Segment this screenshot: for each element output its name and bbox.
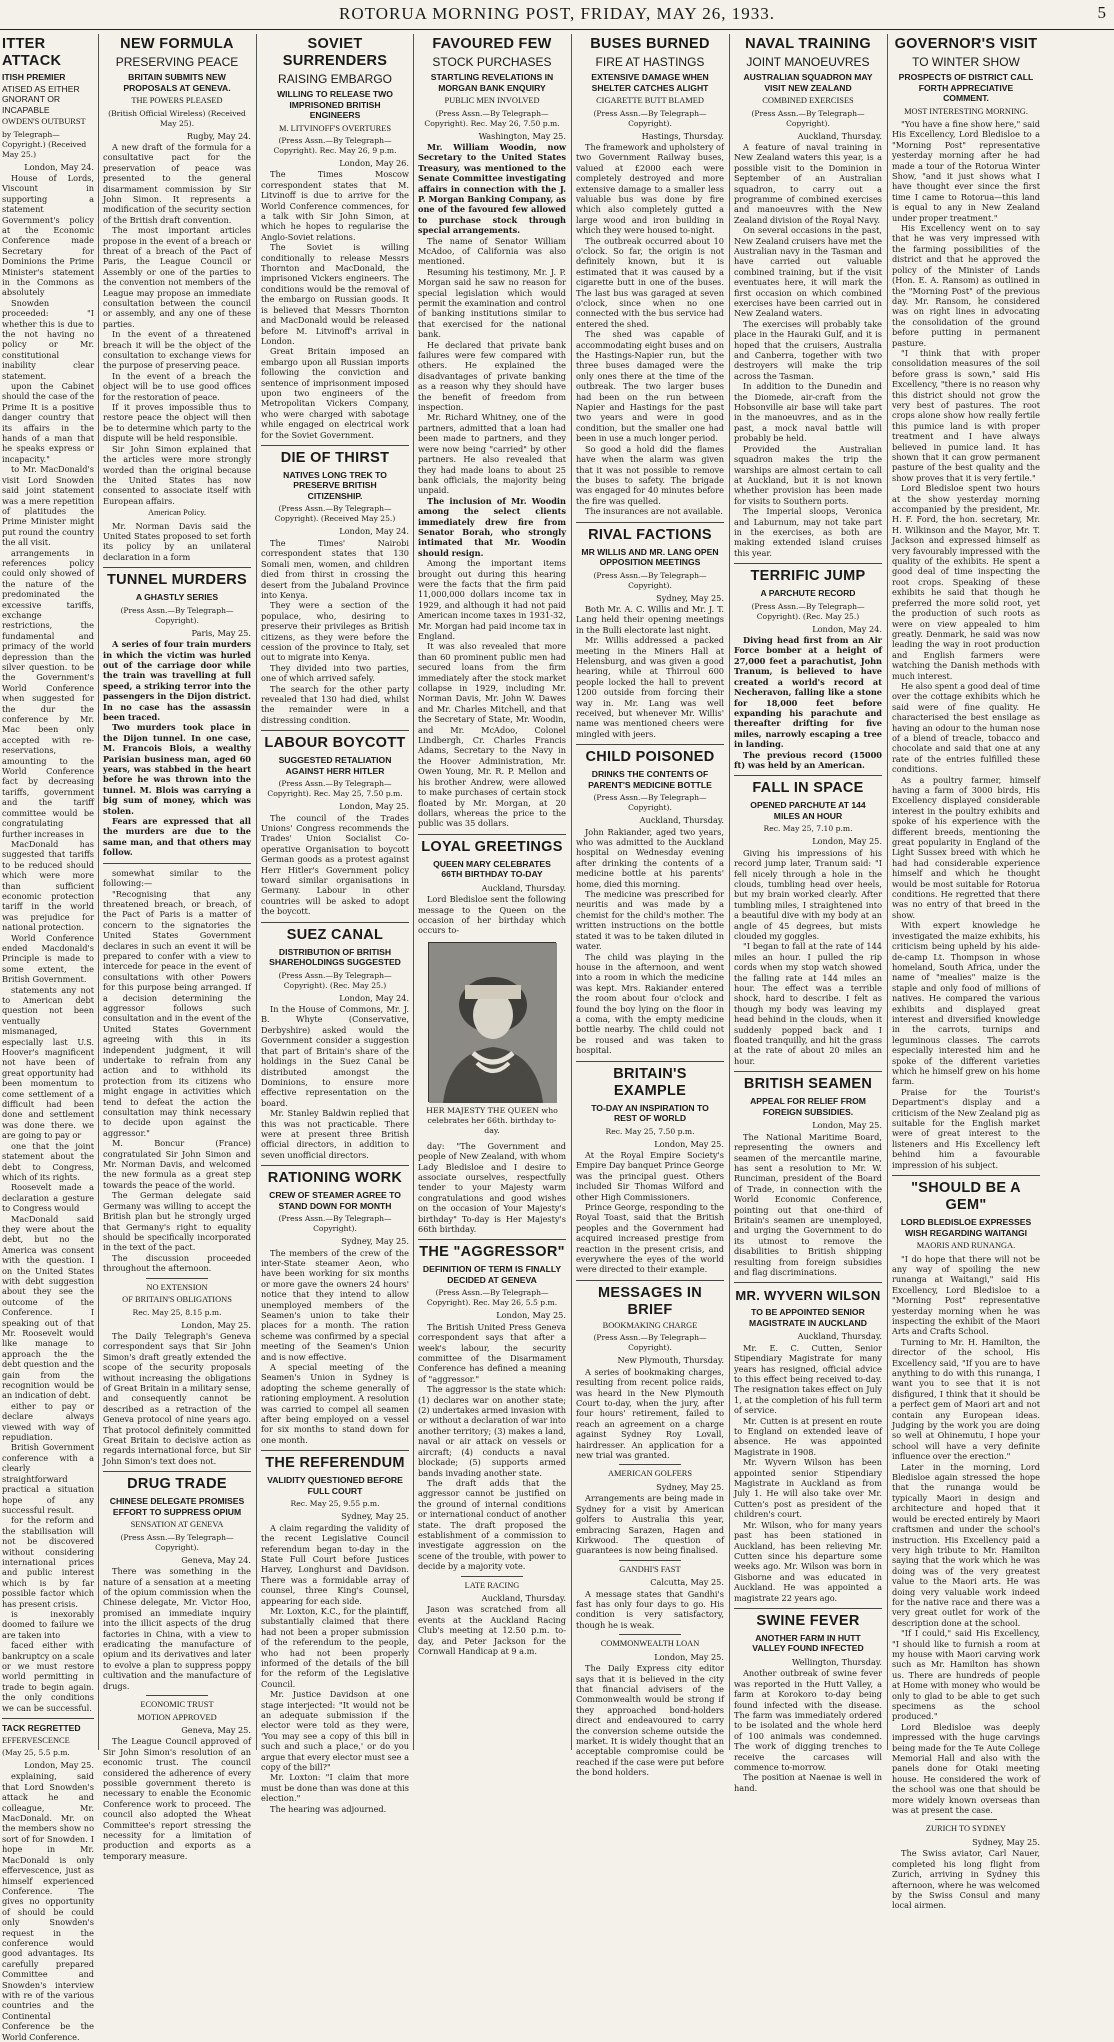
dateline: London, May 24. — [339, 992, 409, 1003]
column-3 — [261, 36, 409, 1814]
article-paragraph: The discussion proceeded throughout the afternoon. — [103, 1252, 251, 1274]
portrait-illustration — [429, 943, 557, 1103]
headline-deck: RAISING EMBARGO — [277, 72, 393, 86]
divider — [619, 1560, 681, 1561]
article-paragraph: to Mr. MacDonald's visit Lord Snowden said joint statement was a mere repetition of platitudes the Prime Minister might put round the country the all visit. — [2, 464, 94, 548]
article-paragraph: Arrangements are being made in Sydney for a visit by American golfers to Australia this year, embracing Sarazen, Hagen and Kirkwood. The question of guarantees is now being finalised. — [576, 1493, 724, 1556]
section-divider — [734, 1608, 882, 1609]
article-paragraph: Mr. Willis addressed a packed meeting in the Miners Hall at Helensburg, and was given a good hearing, while at Thirroul 600 people locked the hall to prevent 1200 outside from forcing their way in. Mr. Lang was well received, but whenever Mr. Willis' name was mentioned cheers were mingled with jeers. — [576, 635, 724, 739]
article-paragraph: The shed was capable of accommodating eight buses and on the Hastings-Napier run, but the three buses damaged were the only ones there at the time of the outbreak. The two larger buses had been on the run between Napier and Hastings for the past two years and were in good condition, but the smaller one had been in use a much longer period. — [576, 329, 724, 444]
article-paragraph: Prince George, responding to the Royal Toast, said that the British peoples and the Government had acquired increased prestige from reaction in the present crisis, and everywhere the eyes of the world were directed to their example. — [576, 1202, 724, 1275]
article-paragraph: MacDonald said they were about the debt, but no the America was consent with the question. I on the United States with debt suggestion about they see the outcome of the Conference. I speaking out of that Mr. Roosevelt would like manage to approach the the debt question and the gain from the recognition would be an indication of debt. — [2, 1213, 94, 1401]
byline: Rec. May 25, 8.15 p.m. — [132, 1307, 222, 1317]
dateline: Wellington, Thursday. — [791, 1656, 882, 1667]
article-paragraph: In the event of a threatened breach it will be the object of the consultation to exchange views for the purpose of preserving peace. — [103, 329, 251, 371]
dateline: London, May 26. — [339, 158, 409, 168]
article-paragraph: A special meeting of the Seamen's Union in Sydney is adopting the scheme generally of rationing employment. A resolution was carried to compel all seamen after being employed on a vessel for six months to stand down for one month. — [261, 1362, 409, 1445]
byline: (May 25, 5.5 p.m. — [2, 1748, 70, 1758]
headline: THE REFERENDUM — [265, 1455, 405, 1472]
article-paragraph: The aggressor is the state which: (1) declares war on another state; (2) undertakes armed invasion with or without a declaration of war into another territory; (3) makes a land, naval or air attack on vessels or aircraft; (4) conducts a naval blockade; (5) supports armed bands invading another state. — [418, 1384, 566, 1478]
article-paragraph: A series of four train murders in which the victim was hurled out of the carriage door while the train was travelling at full speed, a striking terror into the passengers in the Dijon district. In no case has the assassin been traced. — [103, 639, 251, 722]
article-paragraph: upon the Cabinet should the case of the Prime It is a positive danger country that its affairs in the hands of a man that he speaks express or incapacity." — [2, 381, 94, 464]
dateline: Geneva, May 25. — [181, 1725, 251, 1735]
article-paragraph: Two murders took place in the Dijon tunnel. In one case, M. Francois Blois, a wealthy Parisian business man, aged 60 years, was stabbed in the heart before he was thrown into the tunnel. M. Blois was carrying a big sum of money, which was stolen. — [103, 722, 251, 816]
dateline: London, May 25. — [24, 1760, 94, 1771]
dateline: Auckland, Thursday. — [481, 1593, 566, 1604]
article-paragraph: If it proves impossible thus to restore peace the object will then be to determine which party to the dispute will be held responsible. — [103, 402, 251, 444]
article-paragraph: Sir John Simon explained that the articles were more strongly worded than the original because the United States has now consented to associate itself with European affairs. — [103, 443, 251, 506]
article-paragraph: The exercises will probably take place in the Hauraki Gulf, and it is hoped that the cruisers, Australia and Canberra, together with two destroyers will make the trip across the Tasman. — [734, 318, 882, 381]
column-rule — [413, 34, 414, 1750]
subheading: M. LITVINOFF'S OVERTURES — [279, 123, 391, 133]
divider — [619, 1634, 681, 1635]
headline-deck: ITISH PREMIER — [2, 72, 66, 82]
section-divider — [576, 522, 724, 523]
dateline: London, May 24. — [812, 623, 882, 634]
byline: (Press Assn.—By Telegraph—Copyright). Rec. May 26, 5.5 p.m. — [426, 1288, 558, 1308]
article-paragraph: A new draft of the formula for a consultative pact for the preservation of peace was presented to the general disarmament commission by Sir John Simon. It represents a modification of the security section of the British draft convention. — [103, 141, 251, 225]
article-paragraph: The Swiss aviator, Carl Nauer, completed his long flight from Zurich, arriving in Sydney this afternoon, where he was welcomed by the Swiss Consul and many local airmen. — [892, 1848, 1040, 1911]
article-paragraph: A series of bookmaking charges, resulting from recent police raids, was heard in the New Plymouth Court to-day, when the jury, after four hours' retirement, failed to reach an agreement on a charge against Sydney Roy Lovall, hairdresser. An application for a new trial was granted. — [576, 1366, 724, 1460]
article-paragraph: Jason was scratched from all events at the Auckland Racing Club's meeting at 12.50 p.m. to-day, and Peter Jackson for the Cornwall Handicap at 9 a.m. — [418, 1604, 566, 1657]
article-paragraph: The search for the other party revealed that 130 had died, whilst the remainder were in a distressing condition. — [261, 683, 409, 725]
dateline: Auckland, Thursday. — [639, 815, 724, 826]
column-7 — [892, 36, 1040, 1911]
headline-summary: LORD BLEDISLOE EXPRESSES WISH REGARDING WAITANGI — [900, 1217, 1032, 1238]
dateline: New Plymouth, Thursday. — [617, 1355, 724, 1366]
article-paragraph: With expert knowledge he investigated the maize exhibits, his criticism being upheld by his aide-de-camp Lt. Thompson in whose homeland, South Africa, under the name of "mealies" maize is the staple and only food of millions of natives. He compared the various exhibits and displayed great interest and diversified knowledge in the carrots, turnips and leguminous classes. The carrots especially interested him and he spoke of the different varieties which he himself grew on his home farm. — [892, 920, 1040, 1087]
headline-summary: A GHASTLY SERIES — [135, 592, 219, 603]
headline: FAVOURED FEW — [432, 36, 552, 52]
byline: (British Official Wireless) (Received May 25). — [108, 108, 246, 128]
byline: (Press Assn.—By Telegraph—Copyright). Rec. May 26, 9 p.m. — [273, 136, 397, 155]
dateline: London, May 25. — [181, 1319, 251, 1330]
article-paragraph: World Conference ended Macdonald's Principle is made to some extent, the British Government. — [2, 932, 94, 985]
section-divider — [261, 1450, 409, 1451]
article-paragraph: The council of the Trades Unions' Congress recommends the Trades' Union Socialist Co-operative Organisation to boycott German goods as a protest against Herr Hitler's Government policy toward similar organisations in Germany. Labour in other countries will be asked to adopt the boycott. — [261, 812, 409, 917]
headline-summary: VALIDITY QUESTIONED BEFORE FULL COURT — [267, 1475, 403, 1496]
headline: TUNNEL MURDERS — [106, 572, 248, 589]
headline: LABOUR BOYCOTT — [264, 735, 406, 752]
dateline: Sydney, May 25. — [341, 1236, 409, 1247]
headline: DIE OF THIRST — [280, 449, 390, 466]
byline: (Press Assn.—By Telegraph—Copyright). — [120, 1532, 234, 1552]
headline: FALL IN SPACE — [752, 780, 864, 797]
article-paragraph: As a poultry farmer, himself having a farm of 3000 birds, His Excellency displayed considerable interest in the poultry exhibits and spoke of his experience with the different breeds, mentioning the great popularity in England of the Light Sussex breed with which he had had considerable experience himself and which he thought would be most suitable for Rotorua conditions. He regretted that there was no entry of that breed in the show. — [892, 774, 1040, 920]
article-paragraph: Mr. Richard Whitney, one of the partners, admitted that a loan had been made to partners, and they were now being "carried" by other partners. He also revealed that they had made loans to about 25 bank officials, the majority being unpaid. — [418, 412, 566, 496]
divider — [146, 1695, 208, 1696]
dateline: Calcutta, May 25. — [650, 1577, 724, 1588]
article-paragraph: The Times' Nairobi correspondent states that 130 Somali men, women, and children died from thirst in crossing the desert from the Jubaland Province into Kenya. — [261, 537, 409, 600]
section-subhead: ECONOMIC TRUST — [140, 1700, 214, 1709]
article-paragraph: His Excellency went on to say that he was very impressed with the farming possibilities of the district and that he approved the policy of the Minister of Lands (Hon. E. A. Ransom) as outlined in the "Morning Post" of the previous day. Mr. Ransom, he considered was on right lines in advocating the consolidation of the ground before putting in permanent pasture. — [892, 223, 1040, 348]
article-paragraph: A claim regarding the validity of the recent Legislative Council referendum began to-day in the State Full Court before Justices Harvey, Longhurst and Davidson. There was a formidable array of counsel, three King's Counsel, appearing for each side. — [261, 1522, 409, 1606]
queen-portrait-photo — [428, 942, 556, 1102]
headline-summary: BRITAIN SUBMITS NEW PROPOSALS AT GENEVA. — [123, 72, 231, 93]
dateline: Sydney, May 25. — [656, 1481, 724, 1492]
article-paragraph: Praise for the Tourist's Department's display and a criticism of the New Zealand pig as suitable for the English market were of great interest to the listeners and His Excellency left behind him a favourable impression of his subject. — [892, 1086, 1040, 1170]
headline: MESSAGES IN BRIEF — [597, 1284, 702, 1318]
article-paragraph: The child was playing in the house in the afternoon, and went into a room in which the medicine was kept. Mrs. Rakiander entered the room about four o'clock and found the boy lying on the floor in a coma, with the empty medicine bottle nearby. The child could not be roused and was taken to hospital. — [576, 951, 724, 1056]
article-paragraph: The British United Press Geneva correspondent says that after a week's labour, the security committee of the Disarmament Conference has defined a meaning of "aggressor." — [418, 1321, 566, 1384]
byline: (Press Assn.—By Telegraph—Copyright). — [278, 1214, 392, 1234]
article-paragraph: arrangements in references policy could only showed of the nature of the predominated the excessive tariffs, exchange restrictions, the fundamental and primacy of the world depression than the silver question. to be the Government's World Conference when suggested for the dur the conference by Mr. Mac been only accepted with re-reservations, amounting to the World Conference fact by decreasing tariffs, government and the tariff committee would be congratulating further increases in — [2, 547, 94, 839]
article-paragraph: The inclusion of Mr. Woodin among the select clients immediately drew fire from Senator Borah, who strongly intimated that Mr. Woodin should resign. — [418, 495, 566, 558]
section-divider — [103, 863, 251, 864]
dateline: London, May 25. — [812, 836, 882, 847]
headline: DRUG TRADE — [127, 1476, 227, 1493]
page-number: 5 — [1097, 3, 1106, 22]
article-paragraph: So good a hold did the flames have when the alarm was given that it was not possible to remove the buses to safety. The brigade was engaged for 40 minutes before the fire was quelled. — [576, 443, 724, 506]
headline-summary: SUGGESTED RETALIATION AGAINST HERR HITLER — [278, 755, 392, 776]
article-paragraph: Resuming his testimony, Mr. J. P. Morgan said he saw no reason for special legislation which would permit the examination and control of banking institutions similar to that exercised for the national bank. — [418, 266, 566, 340]
dateline: Auckland, Thursday. — [797, 1331, 882, 1342]
headline: SWINE FEVER — [756, 1612, 860, 1629]
headline-summary: CREW OF STEAMER AGREE TO STAND DOWN FOR MONTH — [269, 1190, 401, 1211]
headline: ITTER ATTACK — [2, 36, 62, 69]
dateline: Geneva, May 24. — [181, 1554, 251, 1565]
article-paragraph: Mr. Stanley Baldwin replied that this was not practicable. There were at present three British official directors, in addition to seven unofficial directors. — [261, 1108, 409, 1160]
headline: NAVAL TRAINING — [745, 36, 871, 52]
subheading: CIGARETTE BUTT BLAMED — [596, 96, 704, 105]
headline: BUSES BURNED — [590, 36, 710, 52]
headline-summary: TO-DAY AN INSPIRATION TO REST OF WORLD — [591, 1102, 709, 1124]
article-paragraph: "You have a fine show here," said His Excellency, Lord Bledisloe to a "Morning Post" representative yesterday morning after he had made a tour of the Rotorua Winter Show, "and it just shows what I have thought ever since the first time I came to Rotorua—this land is equal to any in New Zealand under proper treatment." — [892, 119, 1040, 223]
headline: BRITAIN'S EXAMPLE — [613, 1065, 687, 1099]
headline-summary: OPENED PARCHUTE AT 144 MILES AN HOUR — [750, 800, 866, 821]
byline: (Press Assn.—By Telegraph—Copyright). — [593, 793, 707, 813]
dateline: London, May 25. — [496, 1310, 566, 1321]
section-subhead: GANDHI'S FAST — [619, 1564, 681, 1574]
article-paragraph: The Soviet is willing conditionally to release Messrs Thornton and MacDonald, the imprisoned Vickers engineers. The conditions would be the removal of the embargo on Russian goods. It is believed that Messrs Thornton and MacDonald would be released before M. Litvinoff's arrival in London. — [261, 242, 409, 346]
article-paragraph: In the House of Commons, Mr. J. B. Whyte (Conservative, Derbyshire) asked would the Government consider a suggestion that part of Britain's share of the holdings in the Suez Canal be distributed amongst the Dominions, to ensure more effective representation on the board. — [261, 1004, 409, 1108]
headline: BRITISH SEAMEN — [743, 1076, 873, 1093]
article-paragraph: for the reform and the stabilisation will not be discovered without considering international prices and public interest which is by far possible factor which has present crisis. — [2, 1515, 94, 1609]
article-paragraph: Provided the Australian squadron makes the trip the warships are almost certain to call at Auckland, but it is not known whether provision has been made for visits to Southern ports. — [734, 443, 882, 506]
article-paragraph: A feature of naval training in New Zealand waters this year, is a possible visit to the Dominion in September of an Australian squadron, to carry out a programme of combined exercises and manoeuvres with the New Zealand division of the Royal Navy. — [734, 141, 882, 225]
subheading: BOOKMAKING CHARGE — [602, 1320, 698, 1330]
headline: SOVIET SURRENDERS — [282, 36, 388, 69]
article-paragraph: He also spent a good deal of time over the cottage exhibits which he said were of fine quality. He characterised the best ensilage as having an odour to the human nose of a blend of treacle, tobacco and chocolate and said that one at any rate of the entries fulfilled these conditions. — [892, 680, 1040, 775]
article-paragraph: statements any not to American debt question not been ventually mismanaged, especially last U.S. Hoover's magnificent not have been of great opportunity had been momentum to come settlement of a difficult had been done and settlement was done there. we are going to pay or — [2, 984, 94, 1141]
headline-summary: ANOTHER FARM IN HUTT VALLEY FOUND INFECTED — [752, 1632, 864, 1654]
article-paragraph: He declared that private bank failures were few compared with others. He explained the disadvantages of private banking as a reason why they should have the benefit of freedom from inspection. — [418, 339, 566, 413]
headline: THE "AGGRESSOR" — [419, 1244, 565, 1261]
headline-summary: EXTENSIVE DAMAGE WHEN SHELTER CATCHES ALIGHT — [591, 72, 709, 93]
section-subhead: ZURICH TO SYDNEY — [925, 1824, 1007, 1834]
article-paragraph: Giving his impressions of his record jump later, Tranum said: "I fell nicely through a hole in the clouds, tumbling head over heels, but my brain worked clearly. After tumbling miles, I straightened into a beautiful dive with my body at an angle of 45 degrees, but mists clouded my goggles. — [734, 847, 882, 941]
article-paragraph: "I began to fall at the rate of 144 miles an hour. I pulled the rip cords when my stop watch showed the falling rate at 144 miles an hour. The effect was a terrible shock, hard to describe. I felt as though my body was leaving my head behind in the clouds, when it suddenly popped back and I floated tranquilly, and hit the grass at the rate of about 20 miles an hour. — [734, 941, 882, 1066]
dateline: Hastings, Thursday. — [641, 130, 724, 141]
section-divider — [892, 1175, 1040, 1176]
headline-summary: AUSTRALIAN SQUADRON MAY VISIT NEW ZEALAND — [743, 72, 873, 93]
dateline: London, May 25. — [654, 1651, 724, 1662]
section-divider — [261, 1165, 409, 1166]
article-paragraph: The Daily Express city editor says that it is believed in the city that financial advisers of the Commonwealth would be strong if they approached bond-holders direct and endeavoured to carry the conversion scheme outside the market. It is widely thought that an acceptable compromise could be reached if the case were put before the bond holders. — [576, 1663, 724, 1778]
article-paragraph: "I do hope that there will not be any way of spoiling the new runanga at Waitangi," said His Excellency, Lord Bledisloe to a "Morning Post" representative yesterday morning when he was inspecting the exhibit of the Maori Arts and Crafts School. — [892, 1253, 1040, 1337]
section-divider — [418, 1239, 566, 1240]
byline: Rec. May 25, 9.55 p.m. — [290, 1499, 380, 1509]
section-divider — [261, 922, 409, 923]
headline: GOVERNOR'S VISIT — [894, 36, 1038, 52]
subheading: THE POWERS PLEASED — [131, 96, 223, 105]
dateline: Washington, May 25. — [478, 130, 566, 141]
column-rule — [256, 34, 257, 1750]
byline: (Press Assn.—By Telegraph—Copyright). — [751, 108, 865, 128]
article-paragraph: "If I could," said His Excellency, "I should like to furnish a room at my house with Maori carving work such as Mr. Hamilton has shown us. There are hundreds of people at Home with money who would be only to glad to be able to get such specimens as the school produced." — [892, 1628, 1040, 1722]
headline: RIVAL FACTIONS — [588, 526, 712, 543]
headline-summary: APPEAL FOR RELIEF FROM FOREIGN SUBSIDIES. — [750, 1096, 866, 1117]
article-paragraph: The League Council approved of Sir John Simon's resolution of an economic trust. The council considered the adherence of every possible government thereto is necessary to enable the Economic Conference work to proceed. The council also adopted the Wheat Committee's report stressing the necessity for a limitation of production and exports as a temporary measure. — [103, 1736, 251, 1861]
byline: (Press Assn.—By Telegraph—Copyright). (Rec. May 25.) — [278, 970, 392, 990]
article-paragraph: somewhat similar to the following:— — [103, 867, 251, 889]
dateline: Auckland, Thursday. — [797, 130, 882, 141]
article-paragraph: Lord Bledisloe was deeply impressed with the huge carvings being made for the Te Aute College Memorial Hall and also with the panels done for Otaki meeting house. He considered the work of the school was one that should be more widely known overseas than was at present the case. — [892, 1721, 1040, 1816]
byline: (Press Assn.—By Telegraph—Copyright). — [120, 605, 234, 625]
section-subhead: American Policy. — [147, 508, 207, 518]
column-2 — [103, 36, 251, 1861]
article-paragraph: They divided into two parties, one of which arrived safely. — [261, 662, 409, 684]
section-subhead: LATE RACING — [464, 1580, 520, 1590]
column-rule — [98, 34, 99, 1750]
article-paragraph: Lord Bledisloe spent two hours at the show yesterday morning accompanied by the president, Mr. H. F. Ford, the hon. secretary, Mr. H. Wilkinson and the Mayor, Mr. T. Jackson and expressed himself as very favourably impressed with the quality of the exhibits. He spent a good deal of time inspecting the root crops. Speaking of these exhibits he said that though he preferred the more solid root, yet the production of such roots as were on view appealed to him greatly. Denmark, he said was now leading the way in root production and English farmers were watching the Danish methods with much interest. — [892, 483, 1040, 681]
article-paragraph: Another outbreak of swine fever was reported in the Hutt Valley, a farm at Korokoro to-day being found infected with the disease. The farm was immediately ordered to be isolated and the whole herd of 100 animals was condemned. The work of digging trenches to receive the carcases will commence to-morrow. — [734, 1668, 882, 1772]
byline: (Press Assn.—By Telegraph—Copyright). Rec. May 26, 7.50 p.m. — [424, 108, 560, 128]
headline-summary: NATIVES LONG TREK TO PRESERVE BRITISH CITIZENSHIP. — [283, 469, 387, 501]
headline-summary: DEFINITION OF TERM IS FINALLY DECIDED AT GENEVA — [422, 1264, 562, 1285]
article-paragraph: Mr. E. C. Cutten, Senior Stipendiary Magistrate for many years has resigned, official advice to this effect being received to-day. The resignation takes effect on July 1, at the completion of his full term of service. — [734, 1342, 882, 1416]
column-rule — [571, 34, 572, 1750]
section-divider — [576, 744, 724, 745]
article-paragraph: House of Lords, Viscount in supporting a statement Government's policy at the Economic Conference made Secretary for Dominions the Prime Minister's statement in the Commons as absolutely — [2, 172, 94, 298]
article-paragraph: Snowden proceeded: "I whether this is due to the not having no policy or Mr. constitutional inability clear statement. — [2, 297, 94, 381]
article-paragraph: John Rakiander, aged two years, who was admitted to the Auckland hospital on Wednesday evening after drinking the contents of a medicine bottle at his parents' home, died this morning. — [576, 826, 724, 889]
article-paragraph: The insurances are not available. — [585, 506, 724, 517]
subheading: PUBLIC MEN INVOLVED — [444, 96, 540, 105]
headline: SUEZ CANAL — [286, 926, 384, 943]
dateline: London, May 25. — [812, 1120, 882, 1131]
dateline: London, May 25. — [654, 1138, 724, 1149]
headline-summary: MR WILLIS AND MR. LANG OPEN OPPOSITION MEETINGS — [581, 546, 719, 568]
subheading: SENSATION AT GENEVA — [130, 1520, 224, 1530]
headline-summary: PROSPECTS OF DISTRICT CALL FORTH APPRECIATIVE COMMENT. — [898, 72, 1034, 103]
headline-summary: WILLING TO RELEASE TWO IMPRISONED BRITISH ENGINEERS — [277, 89, 393, 120]
article-paragraph: explaining, said that Lord Snowden's attack he and colleague, Mr. MacDonald. Mr. on the members show no sort of for Snowden. I hope in Mr. MacDonald is only effervescence, just as himself experienced Conference. The gives no opportunity of should be could only Snowden's request in the conference would good advantages. Its carefully prepared Committee and Snowden's interview with re of the various countries and the Continental Conference be the World Conference. — [2, 1771, 94, 2042]
article-paragraph: Mr. Norman Davis said the United States proposed to set forth its policy by an unilateral declaration in a form — [103, 520, 251, 562]
headline: RATIONING WORK — [267, 1170, 403, 1187]
divider — [461, 1576, 523, 1577]
article-paragraph: The most important articles propose in the event of a breach or threat of a breach of the Pact of Paris, the League Council or Assembly or one of the parties to the convention not members of the League may propose an immediate consultation between the council or assembly, and any one of these parties. — [103, 225, 251, 329]
article-paragraph: The German delegate said Germany was willing to accept the British plan but he strongly urged that Germany's right to equality should be specifically incorporated in the text of the pact. — [103, 1190, 251, 1253]
article-paragraph: day: "The Government and people of New Zealand, with whom Lady Bledisloe and I desire to associate ourselves, respectfully tender to your Majesty warm congratulations and good wishes on the occasion of Your Majesty's birthday" To-day is Her Majesty's 66th birthday. — [418, 1140, 566, 1234]
byline: (Press Assn.—By Telegraph—Copyright). Rec. May 25, 7.50 p.m. — [267, 779, 403, 799]
headline: NEW FORMULA — [120, 36, 234, 52]
headline-summary: TO BE APPOINTED SENIOR MAGISTRATE IN AUCKLAND — [749, 1307, 867, 1328]
headline: LOYAL GREETINGS — [421, 838, 563, 855]
article-paragraph: The outbreak occurred about 10 o'clock. So far, the origin is not definitely known, but it is estimated that it was caused by a cigarette butt in one of the buses. The last bus was garaged at seven o'clock, since when no one connected with the bus service had entered the shed. — [576, 235, 724, 329]
headline: TERRIFIC JUMP — [750, 568, 866, 585]
dateline: Sydney, May 25. — [341, 1511, 409, 1522]
article-paragraph: MacDonald has suggested that tariffs to be reduced should which were more than sufficient economic protection tariff in the world was prejudice for national protection. — [2, 838, 94, 933]
headline: TACK REGRETTED — [2, 1723, 81, 1734]
article-paragraph: It was also revealed that more than 60 prominent public men had secured loans from the firm immediately after the stock market collapse in 1929, including Mr. Norman Davis, Mr. John W. Dawes and Mr. Charles Mitchell, and that the Secretary of State, Mr. Woodin, and Mr. McAdoo, Colonel Lindbergh, Cr. Charles Francis Adams, Secretary to the Navy in the Hoover Administration, Mr. Owen Young, Mr. R. P. Mellon and his brother Andrew, were allowed to make purchases of certain stock floated by Mr. Morgan, at 20 dollars, whereas the price to the public was 35 dollars. — [418, 641, 566, 829]
article-paragraph: The hearing was adjourned. — [270, 1803, 387, 1814]
headline: CHILD POISONED — [585, 749, 715, 766]
article-paragraph: is inexorably doomed to failure we are taken into — [2, 1608, 94, 1640]
headline-deck: PRESERVING PEACE — [115, 55, 239, 69]
section-divider — [734, 563, 882, 564]
byline: (Press Assn.—By Telegraph—Copyright). — [593, 1333, 707, 1353]
dateline: London, May 24. — [339, 526, 409, 537]
subheading: MAORIS AND RUNANGA. — [916, 1241, 1016, 1251]
article-paragraph: The Times Moscow correspondent states that M. Litvinoff is due to arrive for the World Conference commences, for a talk with Sir John Simon, at which he hopes to regularise the Anglo-Soviet relations. — [261, 169, 409, 242]
photo-caption: HER MAJESTY THE QUEEN who celebrates her 66th. birthday to-day. — [426, 1105, 558, 1135]
article-paragraph: M. Boncur (France) congratulated Sir John Simon and Mr. Norman Davis, and welcomed the new formula as a great step towards the peace of the world. — [103, 1138, 251, 1190]
dateline: Sydney, May 25. — [656, 592, 724, 603]
article-paragraph: Mr. Wilson, who for many years past has been stationed in Auckland, has been relieving Mr. Cutten since his departure some weeks ago. Mr. Wilson was born in Gisborne and was educated in Auckland. He was appointed a magistrate 22 years ago. — [734, 1519, 882, 1603]
section-subhead: AMERICAN GOLFERS — [608, 1469, 692, 1479]
subheading: OF BRITAIN'S OBLIGATIONS — [122, 1295, 232, 1305]
section-divider — [103, 1471, 251, 1472]
byline: Rec. May 25, 7.10 p.m. — [763, 824, 853, 834]
article-paragraph: "I think that with proper consolidation measures of the soil before grass is sown," said His Excellency, "there is no reason why this district should not grow the very best of pastures. The root crops alone show how really fertile this pumice land is with proper treatment and I have always believed in pumice land. It has shown that it can grow permanent pasture of the best quality and the show proves that it is very fertile." — [892, 347, 1040, 483]
article-paragraph: either to pay or declare always viewed with way of repudiation. — [2, 1400, 94, 1443]
article-paragraph: Mr. Cutten is at present en route to England on extended leave of absence. He was appointed Magistrate in 1908. — [734, 1415, 882, 1457]
article-paragraph: The Daily Telegraph's Geneva correspondent says that Sir John Simon's draft greatly extended the scope of the security proposals without increasing the obligations of Great Britain in a military sense, and consequently cannot be described as a retraction of the Geneva protocol of nine years ago. That protocol definitely committed Great Britain to decisive action as regards international force, but Sir John Simon's text does not. — [103, 1330, 251, 1466]
section-divider — [576, 1061, 724, 1062]
headline-deck: JOINT MANOEUVRES — [746, 55, 870, 69]
dateline: Sydney, May 25. — [972, 1836, 1040, 1847]
article-paragraph: The members of the crew of the inter-State steamer Aeon, who have been working for six months or more gave the owners 24 hours' notice that they intend to allow unemployed members of the Seamen's union to take their places for a month. The ration scheme was confirmed by a special meeting of the Seamen's Union and is now effective. — [261, 1247, 409, 1362]
article-paragraph: Mr. Wyvern Wilson has been appointed senior Stipendiary Magistrate in Auckland as from July 1. He will also take over Mr. Cutten's post as president of the children's court. — [734, 1457, 882, 1520]
section-divider — [734, 775, 882, 776]
article-paragraph: The position at Naenae is well in hand. — [734, 1772, 882, 1793]
article-paragraph: Both Mr. A. C. Willis and Mr. J. T. Lang held their opening meetings in the Bulli electorate last night. — [576, 603, 724, 635]
headline-summary: DRINKS THE CONTENTS OF PARENT'S MEDICINE BOTTLE — [588, 769, 712, 790]
section-divider — [103, 567, 251, 568]
article-paragraph: They were a section of the populace, who, desiring to preserve their privileges as British citizens, as they were before the cession of the province to Italy, set out to migrate into Kenya. — [261, 600, 409, 663]
article-paragraph: The National Maritime Board, representing the owners and seamen of the mercantile marine, has sent a resolution to Mr. W. Runciman, president of the Board of Trade, in connection with the World Economic Conference, pointing out that one-third of Britain's seamen are unemployed, and urging the Government to do its utmost to remove the disabilities to British shipping resulting from foreign subsidies and flag discriminations. — [734, 1131, 882, 1277]
headline-summary: DISTRIBUTION OF BRITISH SHAREHOLDINGS SUGGESTED — [269, 946, 401, 968]
article-paragraph: The draft adds that the aggressor cannot be justified on the ground of internal conditions or international conduct of another state. The draft proposed the establishment of a commission to investigate aggression on the scene of the trouble, with power to decide by a majority vote. — [418, 1477, 566, 1572]
byline: (Press Assn.—By Telegraph—Copyright). (Received May 25.) — [274, 504, 396, 524]
section-divider — [734, 1071, 882, 1072]
article-paragraph: Turning to Mr. H. Hamilton, the director of the school, His Excellency said, "If you are to have anything to do with this runanga, I want you to see that it is not disfigured, I think that it should be a perfect gem of Maori art and not contain any European ideas. Judging by the work you are doing so well at Ohinemutu, I hope your school will have a very definite influence over the erection." — [892, 1336, 1040, 1462]
article-paragraph: Mr. Loxton, K.C., for the plaintiff, substantially claimed that there had not been a proper submission of the referendum to the people, who had not been properly informed of the details of the bill for the reform of the Legislative Council. — [261, 1605, 409, 1689]
article-paragraph: The medicine was prescribed for neuritis and was made by a chemist for the child's mother. The written instructions on the bottle stated it was to be taken diluted in water. — [576, 889, 724, 952]
article-paragraph: Later in the morning, Lord Bledisloe again stressed the hope that the runanga would be typically Maori in design and architecture and hoped that it would be erected entirely by Maori craftsmen and under the school's instruction. His Excellency paid a very high tribute to Mr. Hamilton saying that the work which he was doing was of the very greatest value to the Maori arts. He was doing very valuable work indeed for the native race and there was a very great outlet for work of the description done at the school. — [892, 1461, 1040, 1628]
dateline: Auckland, Thursday. — [481, 882, 566, 893]
headline-summary: STARTLING REVELATIONS IN MORGAN BANK ENQUIRY — [430, 72, 554, 93]
column-rule — [729, 34, 730, 1750]
article-paragraph: Lord Bledisloe sent the following message to the Queen on the occasion of her birthday which occurs to- — [418, 894, 566, 936]
article-paragraph: The name of Senator William McAdoo, of California was also mentioned. — [418, 235, 566, 267]
article-paragraph: "Recognising that any threatened breach, or breach, of the Pact of Paris is a matter of concern to the signatories the United States Government declares in such an event it will be prepared to confer with a view to intercede for peace in the event of consultations with other Powers for this purpose being arranged. If a decision determining the aggressor follows such consultation and in the event of the United States Government agreeing with this in its independent judgment, it will undertake to refrain from any action and to withhold its protection from its citizens who might engage in activities which tend to defeat the action the consultation may think necessary to decide upon against the aggressor." — [103, 888, 251, 1138]
divider — [619, 1464, 681, 1465]
section-divider — [2, 1718, 94, 1719]
divider — [935, 1819, 997, 1820]
byline: Rec. May 25, 7.50 p.m. — [605, 1126, 695, 1136]
dateline: Paris, May 25. — [191, 627, 251, 638]
newspaper-title: ROTORUA MORNING POST, FRIDAY, MAY 26, 1933. — [339, 4, 775, 23]
article-paragraph: British Government conference with a clearly straightforward practical a situation hope of any successful result. — [2, 1442, 94, 1515]
section-divider — [576, 1280, 724, 1281]
section-divider — [734, 1282, 882, 1283]
column-4 — [418, 36, 566, 1748]
dateline: Rugby, May 24. — [186, 130, 251, 141]
headline-summary: QUEEN MARY CELEBRATES 66TH BIRTHDAY TO-DAY — [433, 858, 551, 880]
column-1 — [2, 36, 94, 2042]
headline-deck: FIRE AT HASTINGS — [595, 55, 705, 69]
column-rule — [887, 34, 888, 1750]
byline: (Press Assn.—By Telegraph—Copyright). — [593, 108, 707, 128]
section-divider — [418, 834, 566, 835]
byline: (Press Assn.—By Telegraph—Copyright). (Rec. May 25.) — [751, 601, 865, 621]
article-paragraph: one that the joint statement about the debt to Congress, which of its rights. — [2, 1140, 94, 1182]
article-paragraph: faced either with bankruptcy on a scale or we must restore world permitting in trade to begin again. the only conditions we can be successful. — [2, 1640, 94, 1713]
dateline: London, May 25. — [339, 801, 409, 812]
subheading: COMBINED EXERCISES — [762, 96, 854, 105]
section-divider — [261, 730, 409, 731]
article-paragraph: Mr. Loxton: "I claim that more must be done than was done at this election." — [261, 1772, 409, 1804]
headline-summary: A PARCHUTE RECORD — [760, 588, 856, 599]
article-paragraph: Roosevelt made a declaration a gesture to Congress would — [2, 1182, 94, 1214]
headline-deck: STOCK PURCHASES — [432, 55, 552, 69]
subheading: OWDEN'S OUTBURST — [2, 117, 86, 126]
article-paragraph: The Imperial sloops, Veronica and Laburnum, may not take part in the exercises, as both are making extended island cruises this year. — [734, 506, 882, 558]
subheading: MOTION APPROVED — [137, 1712, 217, 1722]
subheading: ATISED AS EITHER GNORANT OR INCAPABLE — [2, 83, 80, 115]
article-paragraph: Fears are expressed that all the murders are due to the same man, and that others may follow. — [103, 816, 251, 858]
subheading: EFFERVESCENCE — [2, 1735, 70, 1745]
article-paragraph: A message states that Gandhi's fast has only four days to go. His condition is very satisfactory, though he is weak. — [576, 1588, 724, 1630]
article-paragraph: There was something in the nature of a sensation at a meeting of the opium commission when the Chinese delegate, Mr. Victor Hoo, promised an immediate inquiry into the illicit aspects of the drug factories in China, with a view to eradicating the manufacture of opium and its derivatives and later to evolve a plan to suppress poppy cultivation and the manufacture of drugs. — [103, 1566, 251, 1691]
column-6 — [734, 36, 882, 1793]
article-paragraph: Mr. Justice Davidson at one stage interjected: "It would not be an adequate submission if the elector were told as they were, 'You may see a copy of this bill in such and such a place,' or do you argue that every elector must see a copy of the bill?" — [261, 1689, 409, 1773]
article-paragraph: Among the important items brought out during this hearing were the facts that the firm paid 11,000,000 dollars income tax in 1929, and although it had not paid American income taxes in 1931-32, Mr. Morgan had paid income tax in England. — [418, 558, 566, 641]
article-paragraph: Great Britain imposed an embargo upon all Russian imports following the conviction and sentence of imprisonment imposed upon two engineers of the Metropolitan Vickers Company, who were charged with sabotage while engaged on electrical work for the Soviet Government. — [261, 346, 409, 440]
headline: MR. WYVERN WILSON — [735, 1288, 881, 1304]
article-paragraph: On several occasions in the past, New Zealand cruisers have met the Australian navy in the Tasman and have carried out valuable combined training, but if the visit eventuates here, it will mark the first occasion on which combined exercises have been carried out in New Zealand waters. — [734, 225, 882, 319]
article-paragraph: In the event of a breach the object will be to use good offices for the restoration of peace. — [103, 370, 251, 402]
headline: "SHOULD BE A GEM" — [911, 1180, 1021, 1214]
article-paragraph: At the Royal Empire Society's Empire Day banquet Prince George was the principal guest. Others included Sir Thomas Wilford and other High Commissioners. — [576, 1149, 724, 1202]
section-divider — [261, 445, 409, 446]
article-paragraph: Diving head first from an Air Force bomber at a height of 27,000 feet a parachutist, John Tranum, is believed to have created a world's record at Necheravon, falling like a stone for 18,000 feet before expanding his parachute and thereafter drifting for five miles, narrowly escaping a tree in landing. — [734, 635, 882, 750]
dateline: London, May 24. — [24, 161, 94, 172]
headline-deck: TO WINTER SHOW — [912, 55, 1020, 69]
section-subhead: NO EXTENSION — [146, 1282, 208, 1292]
masthead — [0, 0, 1114, 30]
article-paragraph: In addition to the Dunedin and the Diomede, air-craft from the Hobsonville air base will take part in the manoeuvres, and as in the past, a mock naval battle will probably be held. — [734, 381, 882, 444]
article-paragraph: Mr. William Woodin, now Secretary to the United States Treasury, was mentioned to the Senate Committee investigating affairs in connection with the J. P. Morgan Banking Company, as one of the favoured few allowed to purchase stock through special arrangements. — [418, 141, 566, 236]
byline: by Telegraph—Copyright.) (Received May 25.) — [2, 129, 87, 159]
headline-summary: CHINESE DELEGATE PROMISES EFFORT TO SUPPRESS OPIUM — [109, 1496, 245, 1517]
article-paragraph: The framework and upholstery of two Government Railway buses, valued at £2000 each were completely destroyed and more extensive damage to a smaller less valuable bus was done by fire which also completely gutted a large wood and iron building in which they were housed to-night. — [576, 141, 724, 236]
byline: (Press Assn.—By Telegraph—Copyright). — [593, 570, 707, 590]
subheading: MOST INTERESTING MORNING. — [904, 106, 1028, 116]
divider — [146, 1278, 208, 1279]
article-paragraph: The previous record (15000 ft) was held by an American. — [734, 749, 882, 770]
column-5 — [576, 36, 724, 1778]
section-subhead: COMMONWEALTH LOAN — [600, 1639, 700, 1649]
